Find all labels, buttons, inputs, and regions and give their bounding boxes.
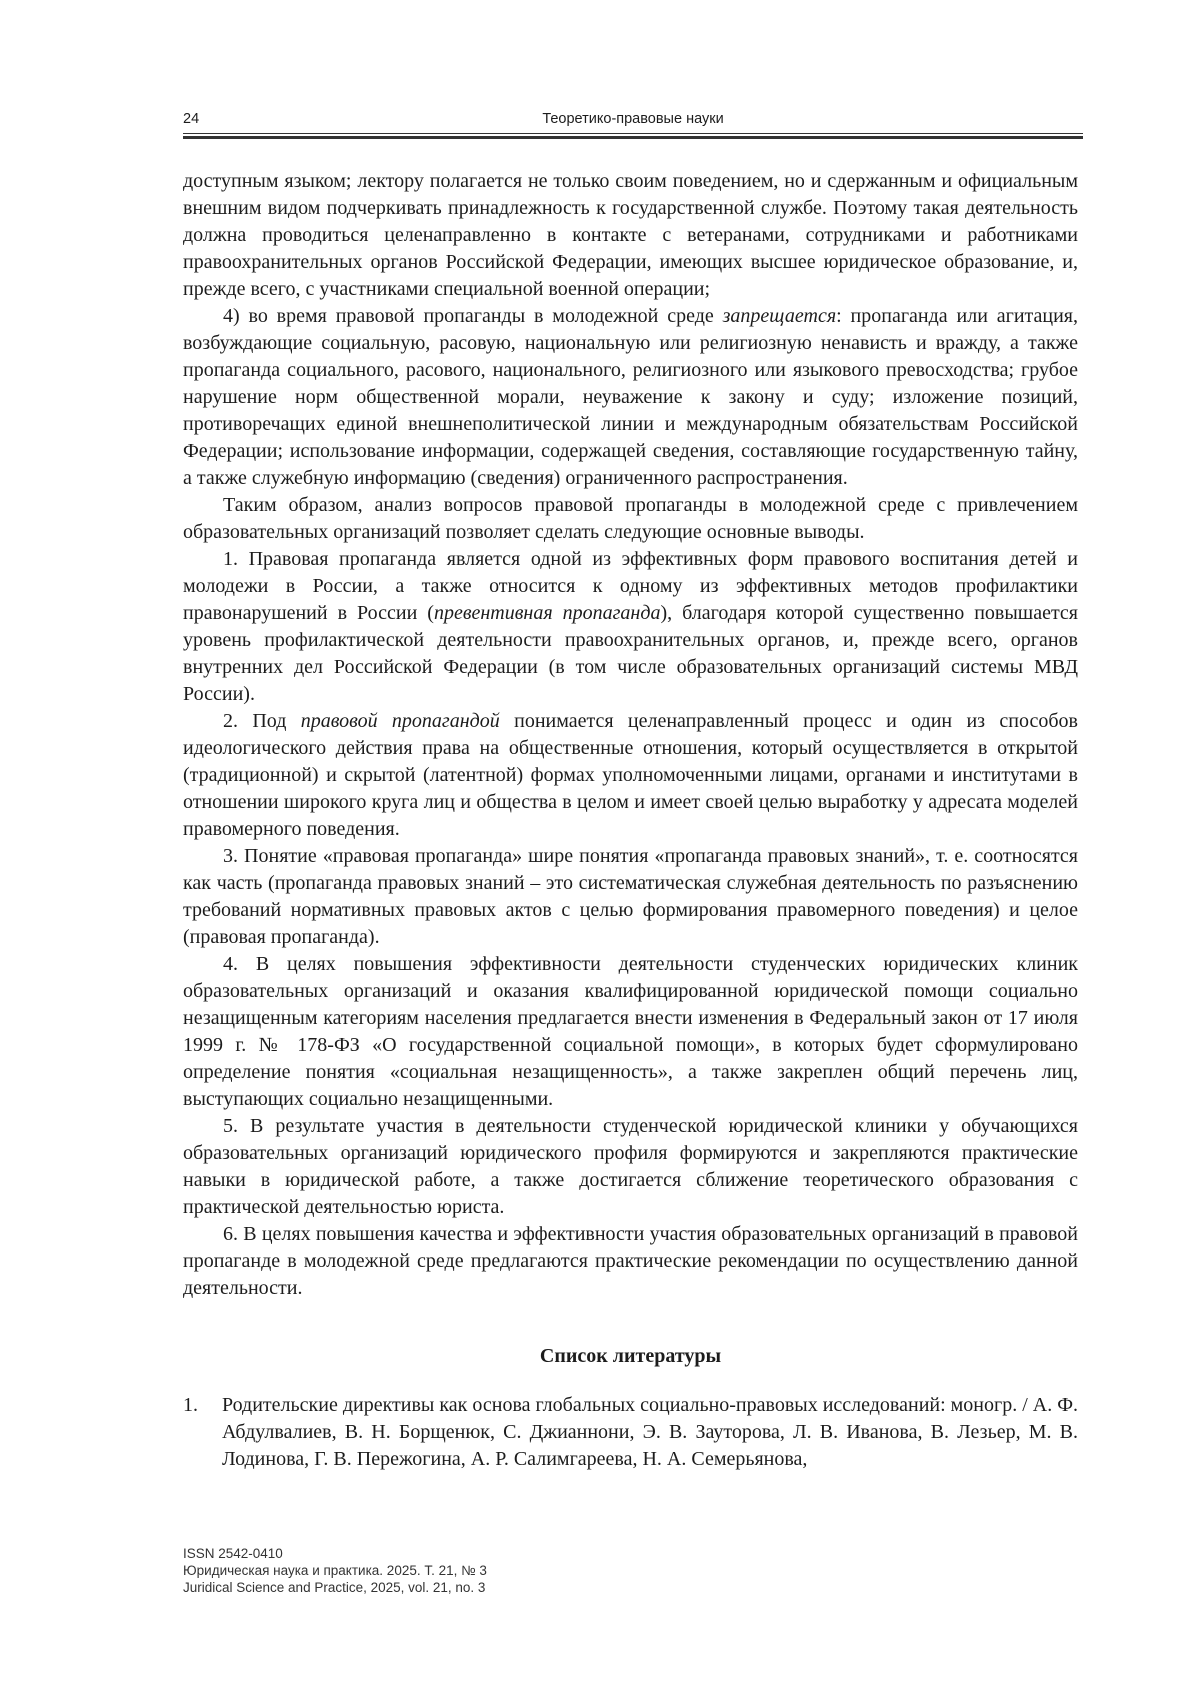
text-run: : пропаганда или агитация, возбуждающие социальную, расовую, национальную или религиозную ненависть и вражду, а также пропаганда социального, расового, национального, религиозного или языкового превосходства; грубое нарушение норм общественной морали, неуважение к закону и суду; изложение позиций, противоречащих единой внешнеполитической линии и международным обязательствам Российской Федерации; использование информации, содержащей сведения, составляющие государственную тайну, а также служебную информацию (сведения) ограниченного распространения. — [183, 305, 1078, 489]
body-text — [183, 168, 1078, 1302]
italic-term: правовой пропагандой — [300, 710, 500, 732]
paragraph-conclusion-1 — [183, 546, 1078, 708]
journal-footer — [183, 1545, 487, 1596]
reference-number: 1. — [183, 1394, 198, 1416]
journal-citation-ru: Юридическая наука и практика. 2025. Т. 21, № 3 — [183, 1563, 487, 1578]
reference-text: Родительские директивы как основа глобальных социально-правовых исследований: моногр. / А. Ф. Абдулвалиев, В. Н. Борщенюк, С. Джианнони, Э. В. Зауторова, Л. В. Иванова, В. Лезьер, М. В. Лодинова, Г. В. Пережогина, А. Р. Салимгареева, Н. А. Семерьянова, — [222, 1394, 1079, 1470]
running-header — [183, 111, 1083, 133]
references-list — [183, 1392, 1078, 1473]
paragraph-conclusion-2 — [183, 708, 1078, 843]
paragraph-continued: доступным языком; лектору полагается не только своим поведением, но и сдержанным и официальным внешним видом подчеркивать принадлежность к государственной службе. Поэтому такая деятельность должна проводиться целенаправленно в контакте с ветеранами, сотрудниками и работниками правоохранительных органов Российской Федерации, имеющих высшее юридическое образование, и, прежде всего, с участниками специальной военной операции; — [183, 170, 1078, 300]
running-title: Теоретико-правовые науки — [542, 111, 724, 127]
text-run: 4) во время правовой пропаганды в молодежной среде — [223, 305, 723, 327]
paragraph-conclusions-intro: Таким образом, анализ вопросов правовой пропаганды в молодежной среде с привлечением образовательных организаций позволяет сделать следующие основные выводы. — [183, 494, 1078, 543]
italic-term: превентивная пропаганда — [433, 602, 661, 624]
paragraph-conclusion-5: 5. В результате участия в деятельности студенческой юридической клиники у обучающихся образовательных организаций юридического профиля формируются и закрепляются практические навыки в юридической работе, а также достигается сближение теоретического образования с практической деятельностью юриста. — [183, 1115, 1078, 1218]
text-run: 2. Под — [223, 710, 301, 732]
paragraph-conclusion-6: 6. В целях повышения качества и эффективности участия образовательных организаций в правовой пропаганде в молодежной среде предлагаются практические рекомендации по осуществлению данной деятельности. — [183, 1223, 1078, 1299]
paragraph-conclusion-4: 4. В целях повышения эффективности деятельности студенческих юридических клиник образовательных организаций и оказания квалифицированной юридической помощи социально незащищенным категориям населения предлагается внести изменения в Федеральный закон от 17 июля 1999 г. № 178-ФЗ «О государственной социальной помощи», в которых будет сформулировано определение понятия «социальная незащищенность», а также закреплен общий перечень лиц, выступающих социально незащищенными. — [183, 953, 1078, 1110]
paragraph-item-4 — [183, 303, 1078, 492]
page-number: 24 — [183, 111, 200, 127]
reference-item — [183, 1392, 1078, 1473]
references-heading: Список литературы — [539, 1345, 722, 1367]
italic-term: запрещается — [722, 305, 837, 327]
header-rule-thin — [183, 133, 1083, 134]
paragraph-conclusion-3: 3. Понятие «правовая пропаганда» шире понятия «пропаганда правовых знаний», т. е. соотносятся как часть (пропаганда правовых знаний – это систематическая служебная деятельность по разъяснению требований нормативных правовых актов с целью формирования правомерного поведения) и целое (правовая пропаганда). — [183, 845, 1078, 948]
text-run: ), благодаря которой существенно повышается уровень профилактической деятельности правоохранительных органов, и, прежде всего, органов внутренних дел Российской Федерации (в том числе образовательных организаций системы МВД России). — [183, 602, 1079, 705]
text-run: 1. Правовая пропаганда является одной из эффективных форм правового воспитания детей и молодежи в России, а также относится к одному из эффективных методов профилактики правонарушений в России ( — [183, 548, 1078, 624]
issn: ISSN 2542-0410 — [183, 1546, 283, 1561]
text-run: понимается целенаправленный процесс и один из способов идеологического действия права на общественные отношения, который осуществляется в открытой (традиционной) и скрытой (латентной) формах уполномоченными лицами, органами и институтами в отношении широкого круга лиц и общества в целом и имеет своей целью выработку у адресата моделей правомерного поведения. — [183, 710, 1078, 840]
header-rule-thick — [183, 136, 1083, 139]
journal-citation-en: Juridical Science and Practice, 2025, vol. 21, no. 3 — [183, 1580, 486, 1595]
